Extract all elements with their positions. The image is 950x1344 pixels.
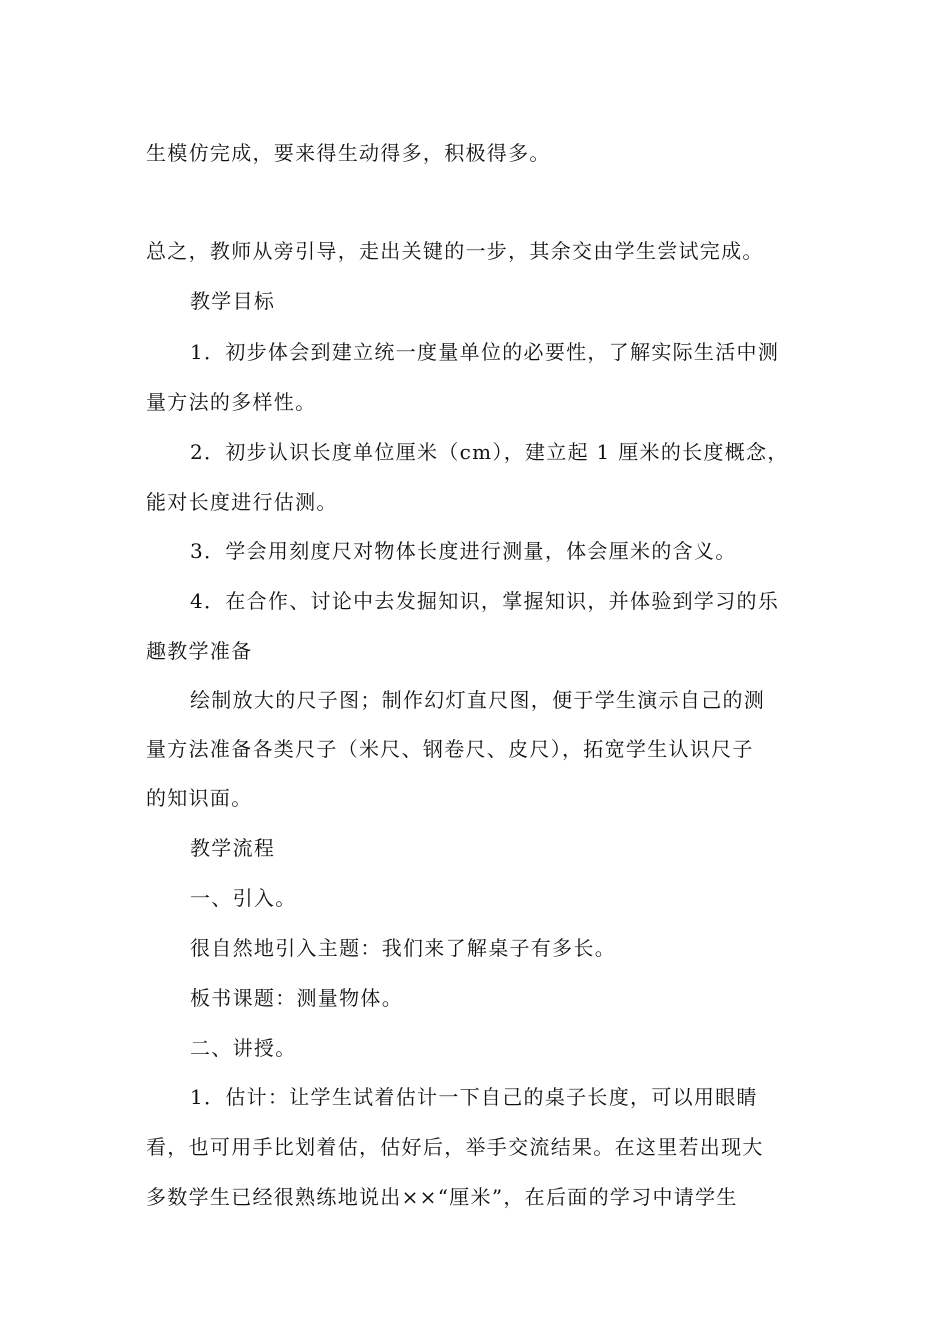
goal-3: 3．学会用刻度尺对物体长度进行测量，体会厘米的含义。 [190, 539, 737, 563]
goal-2-line-1: 2．初步认识长度单位厘米（cm），建立起 1 厘米的长度概念， [190, 440, 789, 464]
section-introduction: 一、引入。 [190, 886, 297, 910]
estimate-line-1: 1．估计：让学生试着估计一下自己的桌子长度，可以用眼睛 [190, 1085, 758, 1109]
text-line-continuation: 生模仿完成，要来得生动得多，积极得多。 [146, 141, 551, 165]
goal-2-line-2: 能对长度进行估测。 [146, 490, 338, 514]
introduction-text: 很自然地引入主题：我们来了解桌子有多长。 [190, 936, 616, 960]
heading-teaching-flow: 教学流程 [190, 836, 276, 860]
heading-teaching-goals: 教学目标 [190, 289, 276, 313]
preparation-line-1: 绘制放大的尺子图；制作幻灯直尺图，便于学生演示自己的测 [190, 688, 766, 712]
goal-1-line-1: 1．初步体会到建立统一度量单位的必要性，了解实际生活中测 [190, 340, 780, 364]
goal-4-line-1: 4．在合作、讨论中去发掘知识，掌握知识，并体验到学习的乐 [190, 589, 780, 613]
estimate-line-3: 多数学生已经很熟练地说出××“厘米”，在后面的学习中请学生 [146, 1185, 738, 1209]
board-title-text: 板书课题：测量物体。 [190, 986, 403, 1010]
goal-1-line-2: 量方法的多样性。 [146, 390, 317, 414]
section-teaching: 二、讲授。 [190, 1036, 297, 1060]
goal-4-line-2: 趣教学准备 [146, 639, 253, 663]
text-line-summary: 总之，教师从旁引导，走出关键的一步，其余交由学生尝试完成。 [146, 239, 764, 263]
estimate-line-2: 看，也可用手比划着估，估好后，举手交流结果。在这里若出现大 [146, 1135, 764, 1159]
preparation-line-2: 量方法准备各类尺子（米尺、钢卷尺、皮尺），拓宽学生认识尺子 [146, 737, 754, 761]
preparation-line-3: 的知识面。 [146, 786, 253, 810]
